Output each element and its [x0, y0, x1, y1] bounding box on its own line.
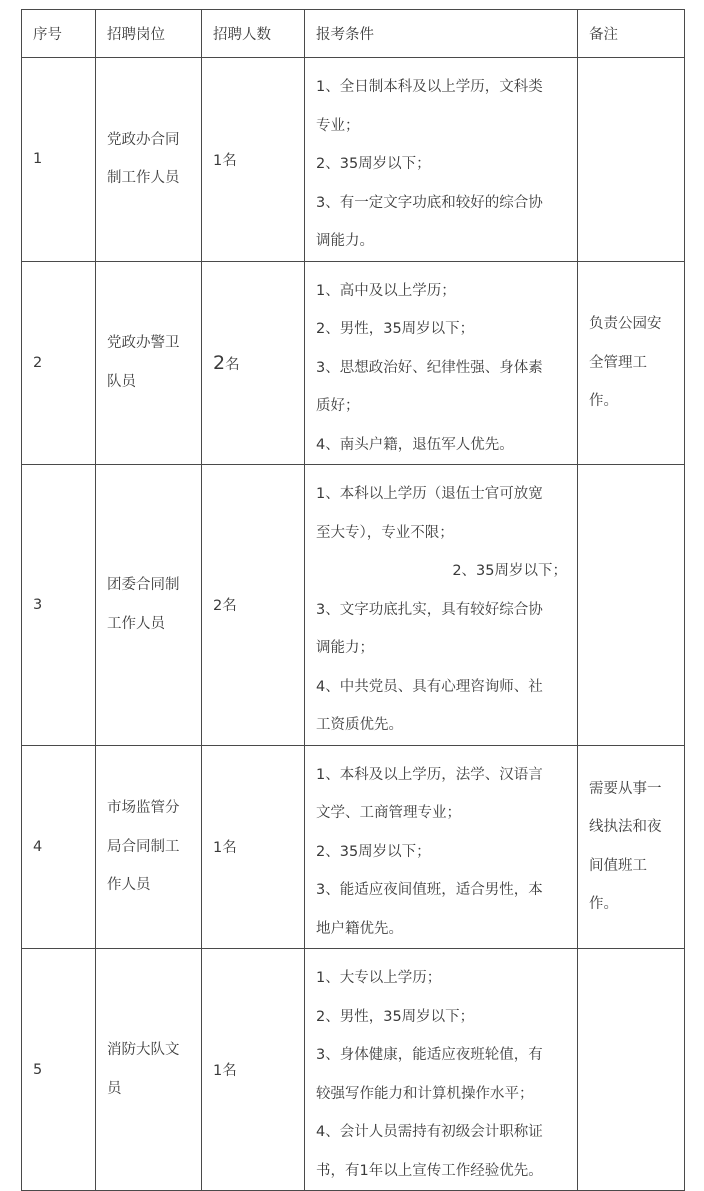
- recruitment-table: [21, 9, 685, 1191]
- note-line: 间值班工: [589, 857, 647, 874]
- count-cell: [202, 261, 305, 465]
- note-cell: [578, 745, 685, 949]
- position-line: 局合同制工: [107, 838, 180, 855]
- note-cell: [578, 261, 685, 465]
- note-line: 需要从事一: [589, 780, 662, 797]
- header-row: [22, 10, 685, 58]
- position-line: 制工作人员: [107, 170, 180, 187]
- header-count: 招聘人数: [202, 10, 305, 58]
- count-cell: [202, 745, 305, 949]
- condition-line: 2、男性，35周岁以下；: [316, 1008, 475, 1025]
- count-unit: 名: [225, 356, 240, 373]
- note-cell: [578, 949, 685, 1191]
- position-line: 队员: [107, 373, 136, 390]
- note-line: 线执法和夜: [589, 819, 662, 836]
- table-row: [22, 745, 685, 949]
- table-row: [22, 949, 685, 1191]
- condition-line: 2、35周岁以下；: [316, 843, 431, 860]
- position-line: 市场监管分: [107, 800, 180, 816]
- row-number: 5: [22, 949, 96, 1191]
- row-number: 4: [22, 745, 96, 949]
- position-cell: [96, 261, 202, 465]
- condition-line: 调能力。: [316, 233, 374, 249]
- position-cell: [96, 745, 202, 949]
- condition-line: 4、会计人员需持有初级会计职称证: [316, 1124, 543, 1140]
- condition-line: 2、35周岁以下；: [452, 563, 567, 579]
- count-unit: 名: [222, 598, 237, 615]
- condition-line: 1、高中及以上学历；: [316, 282, 456, 299]
- condition-line: 3、思想政治好、纪律性强、身体素: [316, 359, 543, 376]
- position-line: 工作人员: [107, 615, 165, 632]
- position-line: 团委合同制: [107, 577, 180, 594]
- condition-line: 专业；: [316, 117, 360, 134]
- position-line: 党政办合同: [107, 131, 180, 148]
- count-number: 2: [213, 598, 223, 615]
- conditions-cell: [305, 465, 578, 746]
- note-line: 全管理工: [589, 354, 647, 371]
- condition-line: 3、能适应夜间值班，适合男性，本: [316, 882, 543, 898]
- header-position: 招聘岗位: [96, 10, 202, 58]
- position-cell: [96, 949, 202, 1191]
- position-line: 党政办警卫: [107, 335, 180, 352]
- note-line: 作。: [589, 393, 618, 409]
- table-row: [22, 465, 685, 746]
- row-number: 1: [22, 58, 96, 262]
- condition-line: 质好；: [316, 398, 360, 414]
- condition-line: 3、身体健康，能适应夜班轮值，有: [316, 1047, 543, 1063]
- condition-line: 4、中共党员、具有心理咨询师、社: [316, 678, 543, 695]
- header-no: 序号: [22, 10, 96, 58]
- count-cell: [202, 949, 305, 1191]
- position-cell: [96, 465, 202, 746]
- condition-line: 2、男性，35周岁以下；: [316, 321, 475, 337]
- conditions-cell: [305, 949, 578, 1191]
- header-notes: 备注: [578, 10, 685, 58]
- count-number: 2: [213, 351, 226, 374]
- position-line: 员: [107, 1080, 122, 1097]
- condition-line: 至大专），专业不限；: [316, 524, 454, 541]
- note-cell: [578, 465, 685, 746]
- condition-line: 调能力；: [316, 640, 374, 656]
- note-line: 负责公园安: [589, 316, 662, 332]
- condition-line: 1、大专以上学历；: [316, 970, 442, 986]
- condition-line: 较强写作能力和计算机操作水平；: [316, 1085, 534, 1102]
- condition-line: 地户籍优先。: [316, 920, 403, 937]
- count-unit: 名: [222, 152, 237, 169]
- count-number: 1: [213, 840, 223, 857]
- position-line: 消防大队文: [107, 1042, 180, 1058]
- count-number: 1: [213, 1063, 223, 1079]
- condition-line: 1、本科及以上学历，法学、汉语言: [316, 766, 543, 783]
- condition-line: 3、文字功底扎实，具有较好综合协: [316, 601, 543, 618]
- table-row: [22, 261, 685, 465]
- condition-line: 3、有一定文字功底和较好的综合协: [316, 194, 543, 211]
- count-number: 1: [213, 152, 223, 169]
- condition-line: 书，有1年以上宣传工作经验优先。: [316, 1162, 543, 1179]
- count-cell: [202, 465, 305, 746]
- count-unit: 名: [222, 840, 237, 857]
- conditions-cell: [305, 261, 578, 465]
- condition-line: 工资质优先。: [316, 717, 403, 733]
- condition-line: 1、本科以上学历（退伍士官可放宽: [316, 486, 543, 502]
- condition-line: 1、全日制本科及以上学历，文科类: [316, 79, 543, 95]
- note-line: 作。: [589, 896, 618, 913]
- row-number: 2: [22, 261, 96, 465]
- count-unit: 名: [222, 1063, 237, 1079]
- position-cell: [96, 58, 202, 262]
- conditions-cell: [305, 745, 578, 949]
- table-row: [22, 58, 685, 262]
- position-line: 作人员: [107, 877, 151, 893]
- conditions-cell: [305, 58, 578, 262]
- condition-line: 文学、工商管理专业；: [316, 805, 461, 821]
- count-cell: [202, 58, 305, 262]
- note-cell: [578, 58, 685, 262]
- condition-line: 4、南头户籍，退伍军人优先。: [316, 436, 514, 453]
- header-conditions: 报考条件: [305, 10, 578, 58]
- condition-line: 2、35周岁以下；: [316, 156, 431, 172]
- row-number: 3: [22, 465, 96, 746]
